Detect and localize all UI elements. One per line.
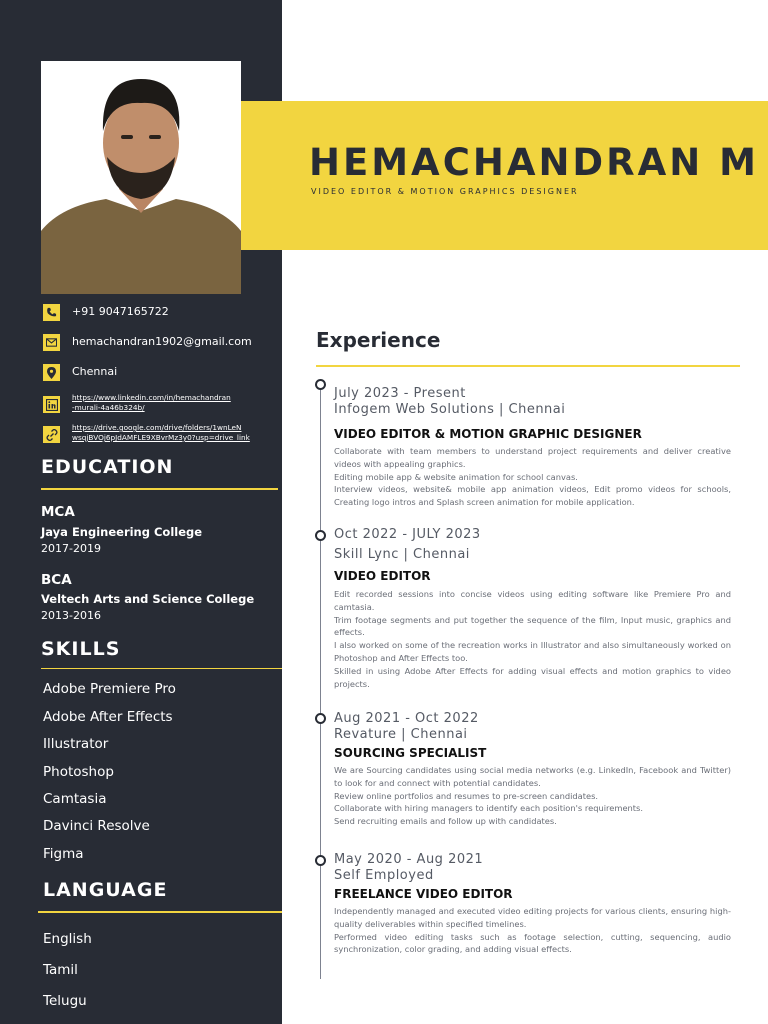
contact-phone <box>43 304 279 326</box>
location-pin-icon <box>43 364 60 381</box>
edu-years: 2017-2019 <box>41 542 101 555</box>
experience-description: Collaborate with team members to understand project requirements and deliver creative videos with appealing graphics. Editing mobile app & website animation for school canvas. Interview videos, website& mobile app animation videos, Edit promo videos for schools, Creating logo intros and Splash screen animation for mobile application. <box>334 446 731 508</box>
contact-location <box>43 364 279 386</box>
timeline-dot <box>315 379 326 390</box>
edu-school: Jaya Engineering College <box>41 525 203 539</box>
experience-role: VIDEO EDITOR & MOTION GRAPHIC DESIGNER <box>334 427 642 441</box>
education-rule <box>41 488 278 490</box>
edu-degree: MCA <box>41 504 75 520</box>
skills-heading: SKILLS <box>41 638 121 660</box>
experience-description: We are Sourcing candidates using social media networks (e.g. LinkedIn, Facebook and Twitter) to look for and connect with potential candidates. Review online portfolios and resumes to pre-screen candidates. Collaborate with hiring managers to identify each position's requirements. Send recruiting emails and follow up with candidates. <box>334 765 731 827</box>
email-icon <box>43 334 60 351</box>
experience-entry <box>334 527 731 690</box>
language-rule <box>38 911 282 913</box>
experience-company: Self Employed <box>334 868 434 883</box>
link-icon <box>43 426 60 443</box>
experience-date: July 2023 - Present <box>334 386 466 401</box>
experience-role: VIDEO EDITOR <box>334 569 431 583</box>
linkedin-link[interactable]: https://www.linkedin.com/in/hemachandran -murali-4a46b324b/ <box>72 393 231 412</box>
edu-years: 2013-2016 <box>41 609 101 622</box>
experience-date: May 2020 - Aug 2021 <box>334 852 484 867</box>
skills-rule <box>41 668 282 669</box>
timeline-dot <box>315 713 326 724</box>
experience-date: Oct 2022 - JULY 2023 <box>334 527 481 542</box>
language-item: Tamil <box>43 962 78 978</box>
contact-drive <box>43 423 279 448</box>
profile-photo <box>41 61 241 294</box>
timeline-line <box>320 383 321 979</box>
education-heading: EDUCATION <box>41 456 174 478</box>
drive-link[interactable]: https://drive.google.com/drive/folders/1wnLeN wsqjBVOj6pJdAMFLE9XBvrMz3y0?usp=drive_link <box>72 423 250 442</box>
language-item: Telugu <box>43 993 87 1009</box>
profile-photo-illustration <box>41 61 241 294</box>
timeline-dot <box>315 530 326 541</box>
candidate-title: VIDEO EDITOR & MOTION GRAPHICS DESIGNER <box>311 187 579 196</box>
contact-email <box>43 334 279 356</box>
phone-number: +91 9047165722 <box>72 305 169 318</box>
skill-item: Adobe After Effects <box>43 709 173 725</box>
experience-date: Aug 2021 - Oct 2022 <box>334 711 479 726</box>
skill-item: Davinci Resolve <box>43 818 150 834</box>
experience-entry <box>334 711 731 828</box>
experience-heading: Experience <box>316 328 441 352</box>
skill-item: Adobe Premiere Pro <box>43 681 176 697</box>
edu-degree: BCA <box>41 572 72 588</box>
skill-item: Photoshop <box>43 764 114 780</box>
edu-school: Veltech Arts and Science College <box>41 592 255 606</box>
experience-company: Revature | Chennai <box>334 727 468 742</box>
experience-role: SOURCING SPECIALIST <box>334 746 487 760</box>
experience-role: FREELANCE VIDEO EDITOR <box>334 887 513 901</box>
skill-item: Camtasia <box>43 791 107 807</box>
location-text: Chennai <box>72 365 118 378</box>
experience-company: Infogem Web Solutions | Chennai <box>334 402 566 417</box>
skill-item: Illustrator <box>43 736 109 752</box>
experience-description: Independently managed and executed video editing projects for various clients, ensuring high-quality deliverables within specified timelines. Performed video editing tasks such as footage selection, cutting, sequencing, audio synchronization, color grading, and adding visual effects. <box>334 906 731 955</box>
experience-rule <box>316 365 740 367</box>
language-heading: LANGUAGE <box>43 879 168 901</box>
candidate-name: HEMACHANDRAN M <box>309 141 759 184</box>
linkedin-icon <box>43 396 60 413</box>
experience-company: Skill Lync | Chennai <box>334 547 470 562</box>
contact-linkedin <box>43 393 279 418</box>
experience-entry <box>334 386 731 509</box>
experience-entry <box>334 852 731 956</box>
phone-icon <box>43 304 60 321</box>
email-address[interactable]: hemachandran1902@gmail.com <box>72 335 252 348</box>
experience-description: Edit recorded sessions into concise videos using editing software like Premiere Pro and camtasia. Trim footage segments and put together the sequence of the film, Input music, graphics and effects. I also worked on some of the recreation works in Illustrator and also simultaneously worked on Photoshop and After Effects too. Skilled in using Adobe After Effects for adding visual effects and motion graphics to video projects. <box>334 589 731 689</box>
skill-item: Figma <box>43 846 84 862</box>
timeline-dot <box>315 855 326 866</box>
language-item: English <box>43 931 92 947</box>
